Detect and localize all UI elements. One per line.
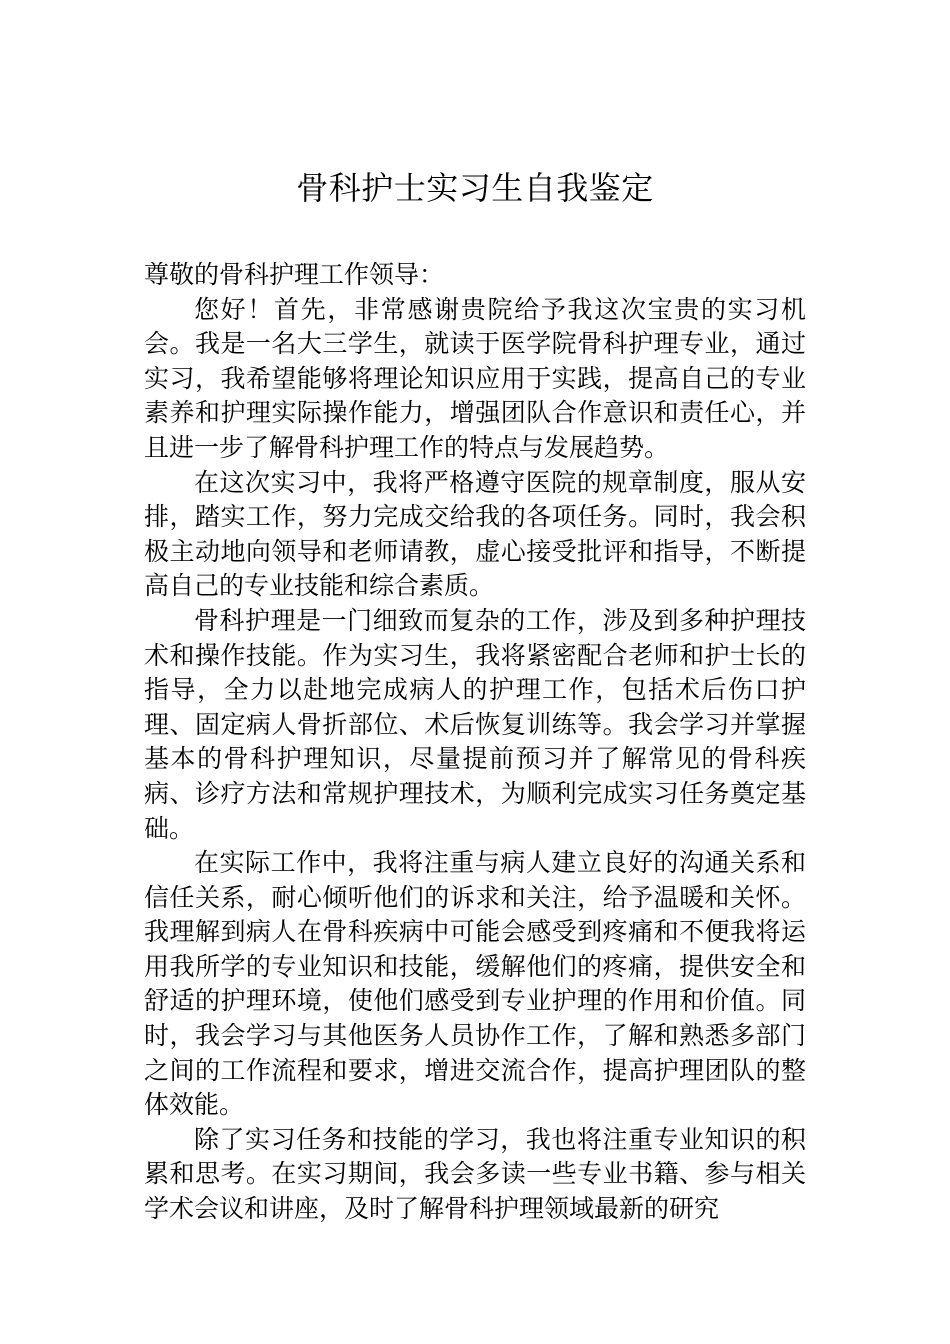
paragraph-communication: 在实际工作中，我将注重与病人建立良好的沟通关系和信任关系，耐心倾听他们的诉求和关注，给予温暖和关怀。我理解到病人在骨科疾病中可能会感受到疼痛和不便我将运用我所学的专业知识和技能，缓解他们的疼痛，提供安全和舒适的护理环境，使他们感受到专业护理的作用和价值。同时，我会学习与其他医务人员协作工作，了解和熟悉多部门之间的工作流程和要求，增进交流合作，提高护理团队的整体效能。: [144, 848, 806, 1120]
paragraph-gratitude: 您好！首先，非常感谢贵院给予我这次宝贵的实习机会。我是一名大三学生，就读于医学院骨科护理专业，通过实习，我希望能够将理论知识应用于实践，提高自己的专业素养和护理实际操作能力，增强团队合作意识和责任心，并且进一步了解骨科护理工作的特点与发展趋势。: [144, 294, 806, 462]
document-title: 骨科护士实习生自我鉴定: [296, 169, 654, 207]
salutation: 尊敬的骨科护理工作领导：: [144, 260, 445, 289]
paragraph-nursing-skills: 骨科护理是一门细致而复杂的工作，涉及到多种护理技术和操作技能。作为实习生，我将紧密配合老师和护士长的指导，全力以赴地完成病人的护理工作，包括术后伤口护理、固定病人骨折部位、术后恢复训练等。我会学习并掌握基本的骨科护理知识，尽量提前预习并了解常见的骨科疾病、诊疗方法和常规护理技术，为顺利完成实习任务奠定基础。: [144, 605, 806, 843]
paragraph-study: 除了实习任务和技能的学习，我也将注重专业知识的积累和思考。在实习期间，我会多读一些专业书籍、参与相关学术会议和讲座，及时了解骨科护理领域最新的研究: [144, 1124, 806, 1224]
document-body: [144, 258, 806, 1227]
paragraph-rules: 在这次实习中，我将严格遵守医院的规章制度，服从安排，踏实工作，努力完成交给我的各项任务。同时，我会积极主动地向领导和老师请教，虚心接受批评和指导，不断提高自己的专业技能和综合素质。: [144, 467, 806, 601]
